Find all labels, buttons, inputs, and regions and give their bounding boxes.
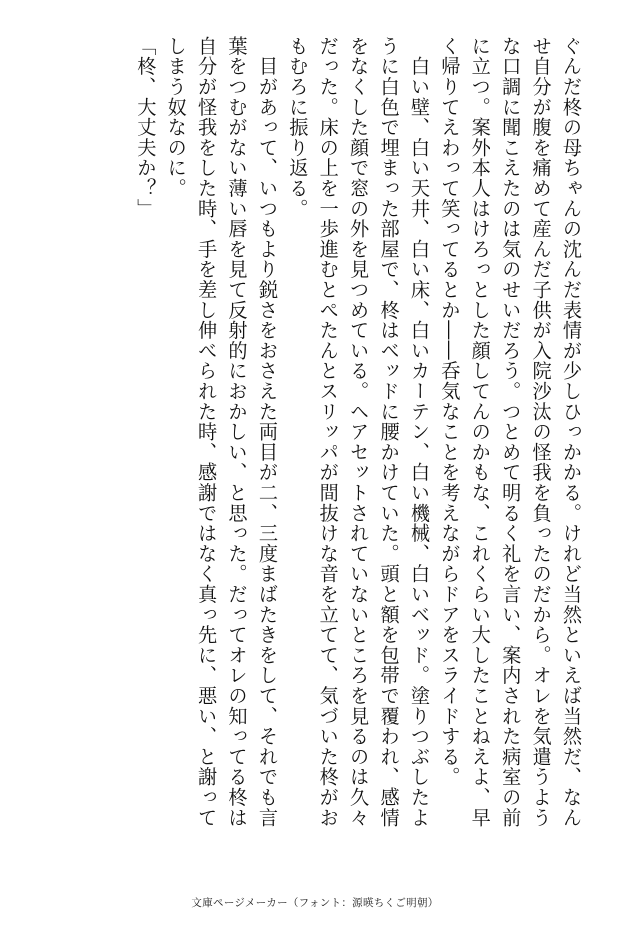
vertical-text-body [46,36,586,836]
paragraph-2: 白い壁、白い天井、白い床、白いカーテン、白い機械、白いベッド。塗りつぶしたように白色で埋まった部屋で、柊はベッドに腰かけていた。頭と額を包帯で覆われ、感情をなくした顔で窓の外を見つめている。ヘアセットされていないところを見るのは久々だった。床の上を一歩進むとぺたんとスリッパが間抜けな音を立てて、気づいた柊がおもむろに振り返る。 [286,36,431,828]
paragraph-3: 目があって、いつもより鋭さをおさえた両目が二、三度まばたきをして、それでも言葉をつむがない薄い唇を見て反射的におかしい、と思った。だってオレの知ってる柊は自分が怪我をした時、手を差し伸べられた時、感謝ではなく真っ先に、悪い、と謝ってしまう奴なのに。 [164,36,279,828]
paragraph-1: ぐんだ柊の母ちゃんの沈んだ表情が少しひっかかる。けれど当然といえば当然だ、なんせ自分が腹を痛めて産んだ子供が入院沙汰の怪我を負ったのだから。オレを気遣うような口調に聞こえたのは気のせいだろう。つとめて明るく礼を言い、案内された病室の前に立つ。案外本人はけろっとした顔してんのかもな、これくらい大したことねえよ、早く帰りてえわって笑ってるとか――呑気なことを考えながらドアをスライドする。 [438,36,583,828]
dialogue-line: 「柊、大丈夫か？」 [134,36,158,219]
page-footer-credit: 文庫ページメーカー（フォント：源暎ちくご明朝） [191,897,439,909]
